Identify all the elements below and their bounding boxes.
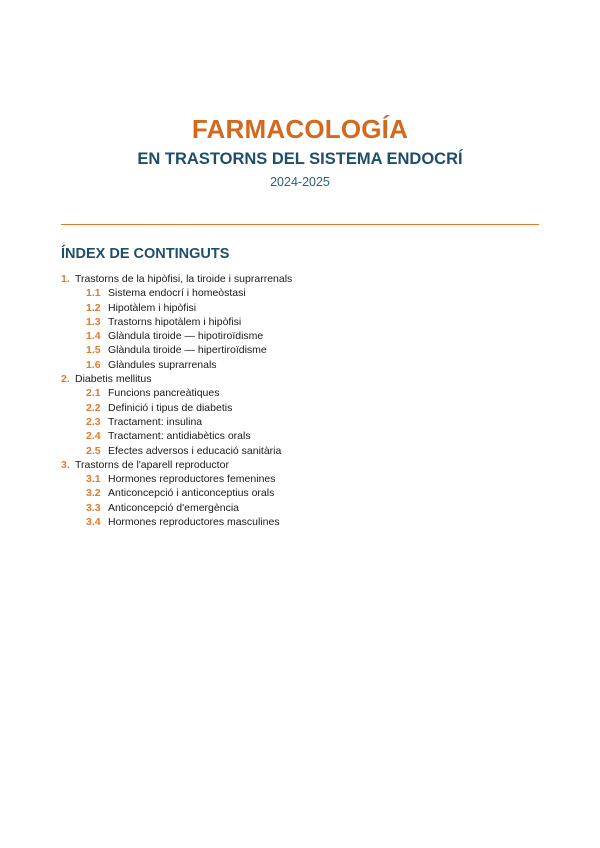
toc-item-1-5[interactable] <box>61 343 531 357</box>
toc-section-number: 3. <box>61 458 70 471</box>
toc-item-number: 3.1 <box>86 473 101 486</box>
toc-item-1-2[interactable] <box>61 301 531 315</box>
toc-item-label: Sistema endocrí i homeòstasi <box>108 287 246 300</box>
toc-section-1[interactable] <box>61 272 531 286</box>
toc-item-number: 2.5 <box>86 444 101 457</box>
toc-item-number: 2.4 <box>86 430 101 443</box>
toc-item-2-2[interactable] <box>61 401 531 415</box>
toc-item-number: 2.2 <box>86 401 101 414</box>
toc-item-number: 1.5 <box>86 344 101 357</box>
toc-item-label: Hormones reproductores femenines <box>108 473 276 486</box>
toc-item-3-1[interactable] <box>61 472 531 486</box>
toc-item-number: 3.3 <box>86 501 101 514</box>
toc-item-number: 3.2 <box>86 487 101 500</box>
toc-item-label: Hipotàlem i hipòfisi <box>108 301 197 314</box>
toc-item-label: Tractament: antidiabètics orals <box>108 430 251 443</box>
toc-item-label: Anticoncepció i anticonceptius orals <box>108 487 275 500</box>
toc-item-number: 1.1 <box>86 287 101 300</box>
document-subtitle: EN TRASTORNS DEL SISTEMA ENDOCRÍ <box>137 150 463 168</box>
toc-item-label: Anticoncepció d'emergència <box>108 501 239 514</box>
toc-section-number: 1. <box>61 273 70 285</box>
toc-item-label: Funcions pancreàtiques <box>108 387 220 400</box>
toc-item-1-4[interactable] <box>61 329 531 343</box>
toc-section-2[interactable] <box>61 372 531 386</box>
academic-year: 2024-2025 <box>270 175 330 189</box>
toc-item-1-3[interactable] <box>61 315 531 329</box>
table-of-contents <box>61 272 531 529</box>
toc-item-3-3[interactable] <box>61 501 531 515</box>
toc-item-3-2[interactable] <box>61 486 531 500</box>
toc-item-label: Hormones reproductores masculines <box>108 516 280 529</box>
toc-item-label: Glàndules suprarrenals <box>108 358 217 371</box>
toc-item-number: 1.4 <box>86 330 101 343</box>
toc-item-label: Glàndula tiroide — hipotiroïdisme <box>108 330 264 343</box>
toc-section-3[interactable] <box>61 458 531 472</box>
toc-item-2-5[interactable] <box>61 444 531 458</box>
toc-item-2-1[interactable] <box>61 386 531 400</box>
divider-line <box>61 224 539 225</box>
toc-section-label: Trastorns de l'aparell reproductor <box>75 458 229 471</box>
toc-section-label: Trastorns de la hipòfisi, la tiroide i suprarrenals <box>75 273 293 285</box>
toc-item-2-4[interactable] <box>61 429 531 443</box>
toc-item-label: Trastorns hipotàlem i hipòfisi <box>108 315 242 328</box>
toc-item-1-6[interactable] <box>61 358 531 372</box>
toc-item-label: Definició i tipus de diabetis <box>108 401 233 414</box>
toc-item-label: Efectes adversos i educació sanitària <box>108 444 282 457</box>
document-title: FARMACOLOGÍA <box>191 114 409 144</box>
toc-heading: ÍNDEX DE CONTINGUTS <box>61 246 230 262</box>
toc-item-number: 3.4 <box>86 516 101 529</box>
toc-section-number: 2. <box>61 373 70 386</box>
toc-item-number: 2.3 <box>86 415 101 428</box>
toc-item-number: 1.3 <box>86 315 101 328</box>
toc-item-2-3[interactable] <box>61 415 531 429</box>
toc-item-label: Tractament: insulina <box>108 415 203 428</box>
toc-item-number: 2.1 <box>86 387 101 400</box>
toc-item-label: Glàndula tiroide — hipertiroïdisme <box>108 344 267 357</box>
toc-section-label: Diabetis mellitus <box>75 373 152 386</box>
toc-item-number: 1.2 <box>86 301 101 314</box>
toc-item-1-1[interactable] <box>61 286 531 300</box>
toc-item-number: 1.6 <box>86 358 101 371</box>
toc-item-3-4[interactable] <box>61 515 531 529</box>
